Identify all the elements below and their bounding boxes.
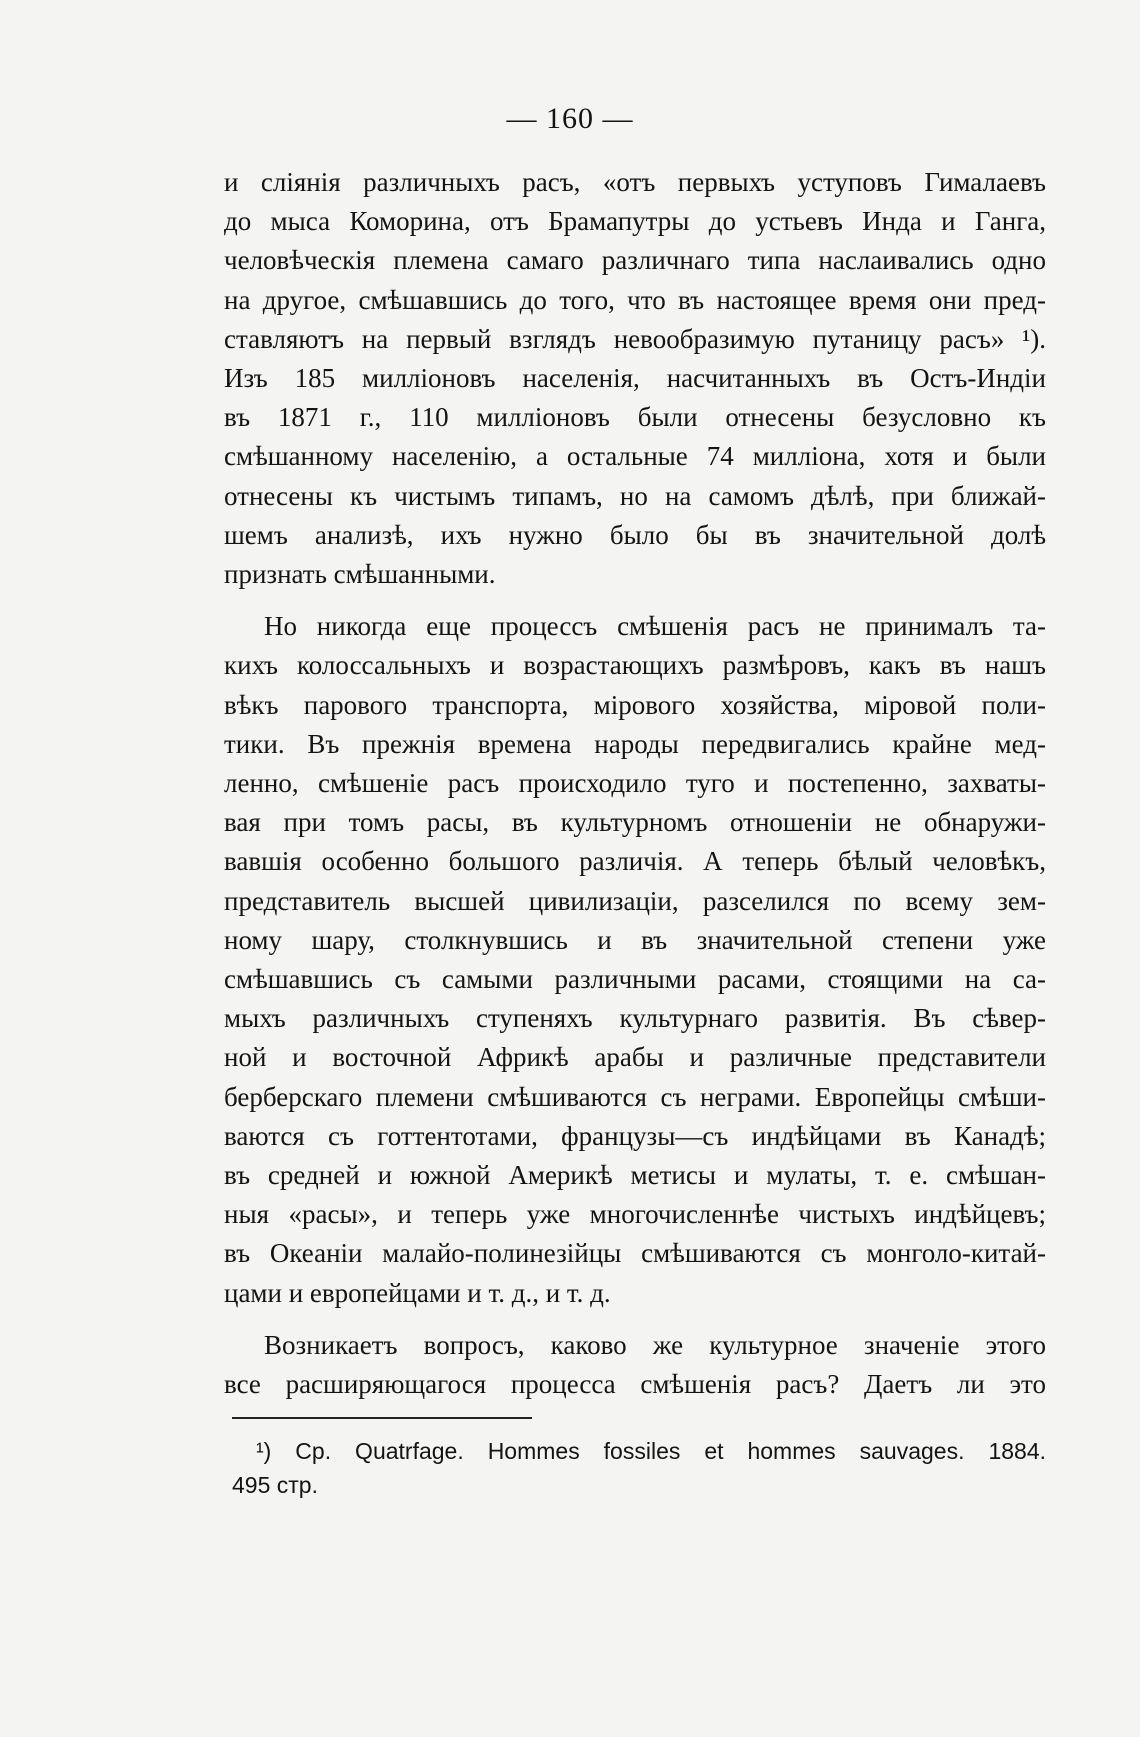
text-line: признать смѣшанными. <box>224 559 496 590</box>
footnote-line <box>256 1434 1046 1468</box>
text-line: ставляютъ на первый взглядъ невообразимую путаницу расъ» ¹). <box>224 323 1046 354</box>
text-line: смѣшанному населенію, а остальные 74 милліона, хотя и были <box>224 441 1046 472</box>
text-line: на другое, смѣшавшись до того, что въ настоящее время они пред- <box>224 284 1046 315</box>
text-line: въ 1871 г., 110 милліоновъ были отнесены безусловно къ <box>224 402 1046 433</box>
text-line: вѣкъ парового транспорта, мірового хозяйства, міровой поли- <box>224 689 1046 720</box>
footnote-marker: ¹) <box>256 1438 272 1464</box>
footnote-text: Ср. Quatrfage. Hommes fossiles et hommes sauvages. 1884. <box>295 1438 1046 1464</box>
text-line: Изъ 185 милліоновъ населенія, насчитанныхъ въ Остъ-Индіи <box>224 363 1046 394</box>
text-line: человѣческія племена самаго различнаго типа наслаивались одно <box>224 245 1046 276</box>
paragraph-2 <box>224 607 1046 1313</box>
text-line: ныя «расы», и теперь уже многочисленнѣе чистыхъ индѣйцевъ; <box>224 1199 1046 1230</box>
text-line: отнесены къ чистымъ типамъ, но на самомъ дѣлѣ, при ближай- <box>224 480 1046 511</box>
footnote-divider <box>232 1417 532 1419</box>
text-line: ваются съ готтентотами, французы—съ индѣйцами въ Канадѣ; <box>224 1120 1046 1151</box>
text-line: въ Океаніи малайо-полинезійцы смѣшиваются съ монголо-китай- <box>224 1238 1046 1269</box>
paragraph-3 <box>224 1326 1046 1404</box>
text-line: смѣшавшись съ самыми различными расами, стоящими на са- <box>224 964 1046 995</box>
text-line: и сліянія различныхъ расъ, «отъ первыхъ уступовъ Гималаевъ <box>224 167 1046 197</box>
paragraph-1 <box>224 163 1046 594</box>
text-line: шемъ анализѣ, ихъ нужно было бы въ значительной долѣ <box>224 519 1046 550</box>
footnote-line: 495 стр. <box>232 1472 318 1498</box>
text-line: кихъ колоссальныхъ и возрастающихъ размѣровъ, какъ въ нашъ <box>224 650 1046 681</box>
text-line: представитель высшей цивилизаціи, разселился по всему зем- <box>224 885 1046 916</box>
page-header: — 160 — <box>506 102 634 135</box>
body-text <box>224 163 1046 1417</box>
text-line: Но никогда еще процессъ смѣшенія расъ не принималъ та- <box>264 611 1046 642</box>
text-line: ленно, смѣшеніе расъ происходило туго и постепенно, захваты- <box>224 768 1046 799</box>
text-line: мыхъ различныхъ ступеняхъ культурнаго развитія. Въ сѣвер- <box>224 1003 1046 1034</box>
text-line: вавшія особенно большого различія. А теперь бѣлый человѣкъ, <box>224 846 1046 877</box>
text-line: до мыса Коморина, отъ Брамапутры до устьевъ Инда и Ганга, <box>224 206 1046 237</box>
text-line: ному шару, столкнувшись и въ значительной степени уже <box>224 924 1046 955</box>
text-line: вая при томъ расы, въ культурномъ отношеніи не обнаружи- <box>224 807 1046 838</box>
text-line: тики. Въ прежнія времена народы передвигались крайне мед- <box>224 728 1046 759</box>
text-line: цами и европейцами и т. д., и т. д. <box>224 1277 611 1308</box>
text-line: ной и восточной Африкѣ арабы и различные представители <box>224 1042 1046 1073</box>
text-line: все расширяющагося процесса смѣшенія расъ? Даетъ ли это <box>224 1369 1046 1400</box>
text-line: берберскаго племени смѣшиваются съ неграми. Европейцы смѣши- <box>224 1081 1046 1112</box>
footnote <box>232 1434 1046 1502</box>
text-line: Возникаетъ вопросъ, каково же культурное значеніе этого <box>264 1329 1046 1360</box>
text-line: въ средней и южной Америкѣ метисы и мулаты, т. е. смѣшан- <box>224 1160 1046 1191</box>
